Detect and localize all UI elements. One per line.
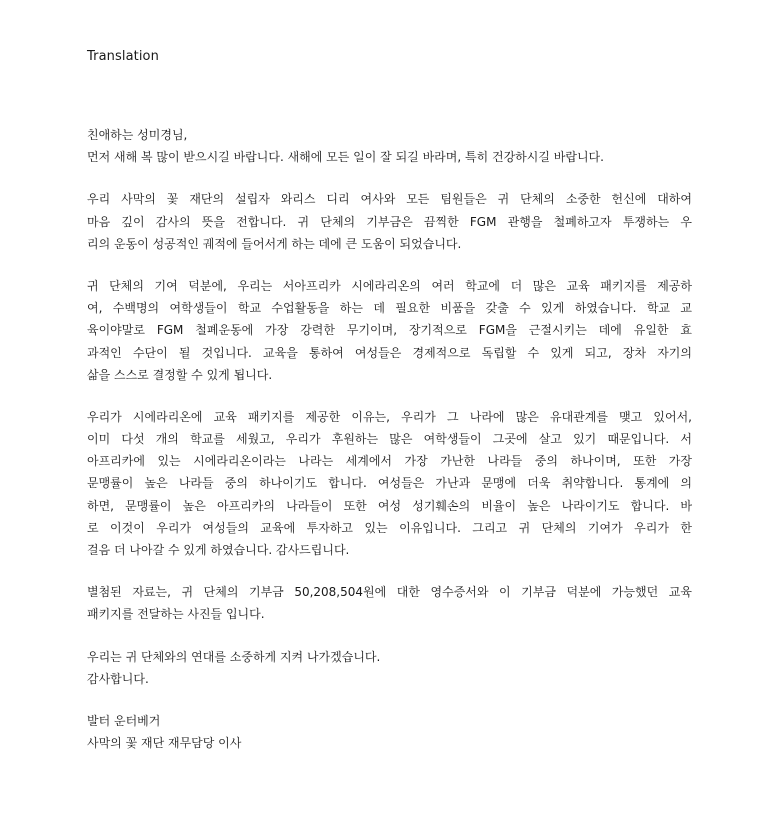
paragraph-line: 육이야말로 FGM 철폐운동에 가장 강력한 무기이며, 장기적으로 FGM을 근절시키는 데에 유일한 효 [87,323,692,338]
salutation-line: 친애하는 성미경님, [87,128,188,142]
paragraph-line: 마음 깊이 감사의 뜻을 전합니다. 귀 단체의 기부금은 끔찍한 FGM 관행을 철폐하고자 투쟁하는 우 [87,214,692,229]
paragraph-education-packages [87,275,692,386]
paragraph-line: 로 이것이 우리가 여성들의 교육에 투자하고 있는 이유입니다. 그리고 귀 단체의 기여가 우리가 한 [87,520,692,535]
paragraph-line: 우리 사막의 꽃 재단의 설립자 와리스 디리 여사와 모든 팀원들은 귀 단체의 소중한 헌신에 대하여 [87,192,692,207]
signature-block [87,710,692,754]
paragraph-line: 하면, 문맹률이 높은 아프리카의 나라들이 또한 여성 성기훼손의 비율이 높은 나라이기도 합니다. 바 [87,498,692,513]
paragraph-line: 여, 수백명의 여학생들이 학교 수업활동을 하는 데 필요한 비품을 갖출 수 있게 하였습니다. 학교 교 [87,301,692,316]
paragraph-line: 별첨된 자료는, 귀 단체의 기부금 50,208,504원에 대한 영수증서와 이 기부금 덕분에 가능했던 교육 [87,585,692,600]
salutation-block [87,124,692,168]
paragraph-line: 과적인 수단이 될 것입니다. 교육을 통하여 여성들은 경제적으로 독립할 수 있게 되고, 장차 자기의 [87,345,692,360]
paragraph-line: 아프리카에 있는 시에라리온이라는 나라는 세계에서 가장 가난한 나라들 중의 하나이며, 또한 가장 [87,454,692,469]
paragraph-closing [87,646,692,690]
paragraph-line: 패키지를 전달하는 사진들 입니다. [87,607,265,622]
new-year-greeting: 먼저 새해 복 많이 받으시길 바랍니다. 새해에 모든 일이 잘 되길 바라며, 특히 건강하시길 바랍니다. [87,150,604,165]
paragraph-line: 걸음 더 나아갈 수 있게 하였습니다. 감사드립니다. [87,543,350,557]
paragraph-sierra-leone [87,406,692,561]
closing-thanks: 감사합니다. [87,671,149,686]
signatory-name: 발터 운터베거 [87,713,161,728]
paragraph-line: 우리는 귀 단체와의 연대를 소중하게 지켜 나가겠습니다. [87,649,381,664]
paragraph-line: 리의 운동이 성공적인 궤적에 들어서게 하는 데에 큰 도움이 되었습니다. [87,236,462,251]
paragraph-line: 이미 다섯 개의 학교를 세웠고, 우리가 후원하는 많은 여학생들이 그곳에 살고 있기 때문입니다. 서 [87,432,692,447]
paragraph-attachments [87,581,692,625]
signatory-title: 사막의 꽃 재단 재무담당 이사 [87,736,242,751]
paragraph-gratitude [87,188,692,255]
paragraph-line: 귀 단체의 기여 덕분에, 우리는 서아프리카 시에라리온의 여러 학교에 더 많은 교육 패키지를 제공하 [87,278,692,293]
translation-heading: Translation [87,49,159,64]
paragraph-line: 우리가 시에라리온에 교육 패키지를 제공한 이유는, 우리가 그 나라에 많은 유대관계를 맺고 있어서, [87,409,692,424]
paragraph-line: 문맹률이 높은 나라들 중의 하나이기도 합니다. 여성들은 가난과 문맹에 더욱 취약합니다. 통계에 의 [87,476,692,491]
paragraph-line: 삶을 스스로 결정할 수 있게 됩니다. [87,367,273,382]
letter-body [87,124,692,754]
